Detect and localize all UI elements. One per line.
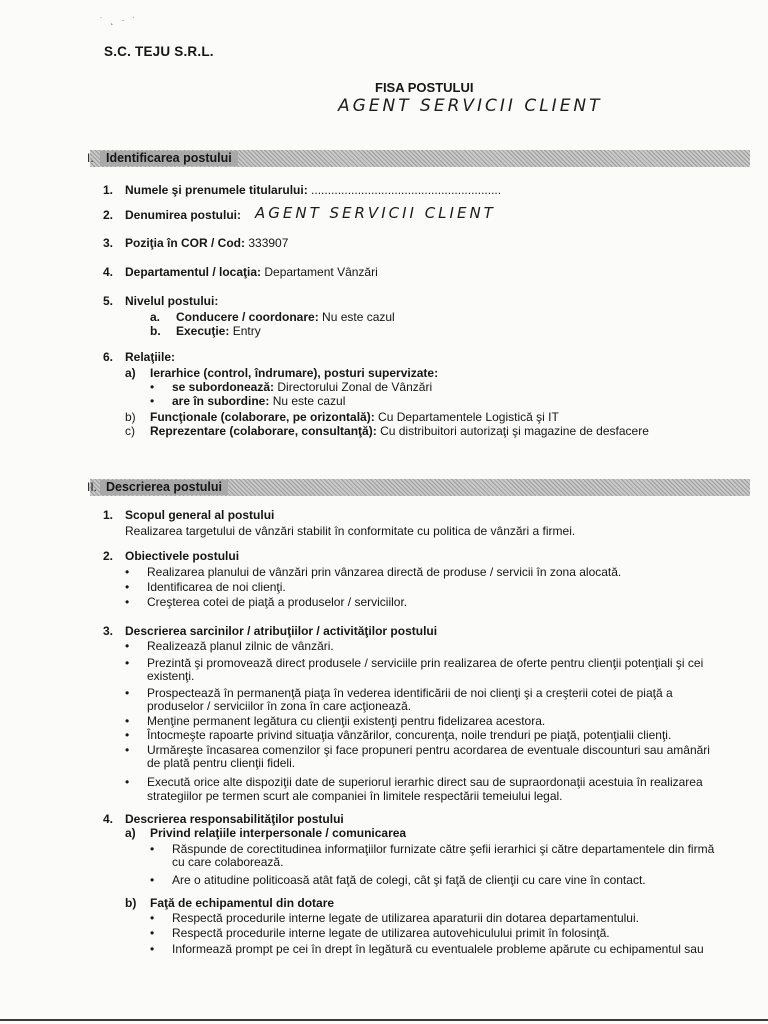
task-item-continued: existenţi.	[147, 669, 195, 683]
bullet-dot: •	[150, 380, 155, 394]
field-value: .........................................................	[307, 183, 502, 197]
item-number: 6.	[102, 350, 113, 364]
field-label: Funcţionale (colaborare, pe orizontală):	[150, 410, 375, 424]
responsibility-item: Are o atitudine politicoasă atât faţă de colegi, cât şi faţă de clienţii cu care vine în contact.	[172, 873, 646, 887]
task-item: Menţine permanent legătura cu clienţii existenţi pentru fidelizarea acestora.	[147, 714, 546, 728]
field-denumire-post	[125, 208, 241, 222]
relations-reprezentare	[150, 424, 649, 438]
field-nivel-post: Nivelul postului:	[125, 294, 219, 308]
task-item-continued: produselor / serviciilor în zona în care acţionează.	[147, 699, 412, 713]
item-number: 3.	[102, 624, 113, 638]
bullet-dot: •	[125, 639, 130, 653]
bullet-dot: •	[150, 911, 155, 925]
field-label: Conducere / coordonare:	[176, 310, 319, 324]
sub-letter: b.	[150, 324, 161, 338]
item-number: 4.	[102, 265, 113, 279]
task-item-continued: strategiilor pe termen scurt ale companiei în limitele respectării temeiului legal.	[147, 789, 563, 803]
field-value: Cu distribuitori autorizaţi şi magazine de desfacere	[376, 424, 649, 438]
scope-text: Realizarea targetului de vânzări stabilit în conformitate cu politica de vânzări a firmei.	[125, 524, 576, 538]
responsibility-group-comunicare: Privind relaţiile interpersonale / comunicarea	[150, 826, 407, 840]
field-label: Execuţie:	[176, 324, 230, 338]
level-conducere	[176, 310, 395, 324]
item-number: 1.	[102, 508, 113, 522]
field-value: 333907	[248, 236, 289, 250]
field-value: Directorului Zonal de Vânzări	[274, 380, 433, 394]
responsibility-item: Informează prompt pe cei în drept în legătură cu eventualele probleme apărute cu echipamentul sau	[172, 942, 704, 956]
relation-in-subordine	[172, 394, 345, 408]
field-value: Nu este cazul	[269, 394, 346, 408]
bullet-dot: •	[125, 580, 130, 594]
responsibilities-label: Descrierea responsabilităţilor postului	[125, 812, 344, 826]
item-number: 4.	[102, 812, 113, 826]
task-item: Execută orice alte dispoziţii date de superiorul ierarhic direct sau de supraordonaţii acestuia în realizarea	[147, 775, 703, 789]
field-label: Numele şi prenumele titularului:	[125, 183, 308, 197]
handwritten-job-title: AGENT SERVICII CLIENT	[255, 204, 496, 222]
field-label: Departamentul / locaţia:	[125, 265, 262, 279]
objective-item: Identificarea de noi clienţi.	[147, 580, 286, 594]
task-item: Prezintă şi promovează direct produsele / serviciile prin realizarea de oferte pentru clienţii potenţiali şi cei	[147, 656, 704, 670]
page-bottom-edge	[0, 1019, 768, 1021]
relation-subordonare	[172, 380, 432, 394]
field-label: Denumirea postului:	[125, 208, 242, 222]
objective-item: Creşterea cotei de piaţă a produselor / serviciilor.	[147, 595, 408, 609]
task-item: Prospectează în permanenţă piaţa în vederea identificării de noi clienţi şi a creşterii cotei de piaţă a	[147, 686, 673, 700]
field-label: Poziţia în COR / Cod:	[125, 236, 245, 250]
field-value: Entry	[229, 324, 261, 338]
section-number: II.	[87, 480, 98, 494]
objectives-label: Obiectivele postului	[125, 549, 240, 563]
objective-item: Realizarea planului de vânzări prin vânzarea directă de produse / servicii în zona alocată.	[147, 565, 622, 579]
field-value: Nu este cazul	[318, 310, 395, 324]
scan-specks: ˙ ˛ · ˙	[100, 16, 139, 25]
task-item: Întocmeşte rapoarte privind situaţia vânzărilor, concurenţa, noile trenduri pe piaţă, potenţialii clienţi.	[147, 728, 672, 742]
bullet-dot: •	[125, 775, 130, 789]
section-title: Identificarea postului	[100, 151, 238, 166]
relations-functionale	[150, 410, 559, 424]
responsibility-group-echipament: Faţă de echipamentul din dotare	[150, 896, 335, 910]
sub-letter: a.	[150, 310, 161, 324]
relations-ierarhice: Ierarhice (control, îndrumare), posturi supervizate:	[150, 366, 439, 380]
sub-letter: a)	[125, 366, 136, 380]
bullet-dot: •	[125, 595, 130, 609]
item-number: 2.	[102, 549, 113, 563]
field-label: Reprezentare (colaborare, consultanţă):	[150, 424, 377, 438]
task-item-continued: de plată pentru clienţii fideli.	[147, 756, 296, 770]
sub-letter: b)	[125, 410, 136, 424]
bullet-dot: •	[125, 656, 130, 670]
field-value: Cu Departamentele Logistică şi IT	[374, 410, 559, 424]
field-value: Departament Vânzări	[261, 265, 378, 279]
task-item: Urmăreşte încasarea comenzilor şi face propuneri pentru acordarea de eventuale discounturi sau amânări	[147, 743, 710, 757]
document-title: FISA POSTULUI	[375, 80, 474, 95]
section-header-identificare	[87, 150, 750, 167]
bullet-dot: •	[150, 942, 155, 956]
bullet-dot: •	[125, 565, 130, 579]
item-number: 1.	[102, 183, 113, 197]
responsibility-item: Respectă procedurile interne legate de utilizarea autovehiculului primit în folosinţă.	[172, 926, 610, 940]
sub-letter: a)	[125, 826, 136, 840]
responsibility-item: Răspunde de corectitudinea informaţiilor furnizate către şefii ierarhici şi către departamentele din firmă	[172, 842, 715, 856]
item-number: 2.	[102, 208, 113, 222]
responsibility-item-continued: cu care colaborează.	[172, 855, 284, 869]
bullet-dot: •	[150, 873, 155, 887]
responsibility-item: Respectă procedurile interne legate de utilizarea aparaturii din dotarea departamentului.	[172, 911, 639, 925]
task-item: Realizează planul zilnic de vânzări.	[147, 639, 334, 653]
bullet-dot: •	[125, 686, 130, 700]
section-number: I.	[87, 151, 94, 165]
bullet-dot: •	[150, 926, 155, 940]
sub-letter: c)	[125, 424, 135, 438]
field-label: se subordonează:	[172, 380, 275, 394]
section-title: Descrierea postului	[100, 480, 228, 495]
field-label: are în subordine:	[172, 394, 270, 408]
field-relatii: Relaţiile:	[125, 350, 176, 364]
item-number: 5.	[102, 294, 113, 308]
field-cod-cor	[125, 236, 288, 250]
bullet-dot: •	[150, 842, 155, 856]
bullet-dot: •	[125, 743, 130, 757]
bullet-dot: •	[125, 714, 130, 728]
scope-label: Scopul general al postului	[125, 508, 275, 522]
sub-letter: b)	[125, 896, 137, 910]
section-header-descriere	[87, 479, 750, 496]
field-departament	[125, 265, 378, 279]
bullet-dot: •	[125, 728, 130, 742]
bullet-dot: •	[150, 394, 155, 408]
item-number: 3.	[102, 236, 113, 250]
company-name: S.C. TEJU S.R.L.	[104, 44, 214, 59]
handwritten-subtitle: AGENT SERVICII CLIENT	[338, 96, 603, 116]
tasks-label: Descrierea sarcinilor / atribuţiilor / activităţilor postului	[125, 624, 438, 638]
field-nume-titular	[125, 183, 501, 197]
level-executie	[176, 324, 261, 338]
